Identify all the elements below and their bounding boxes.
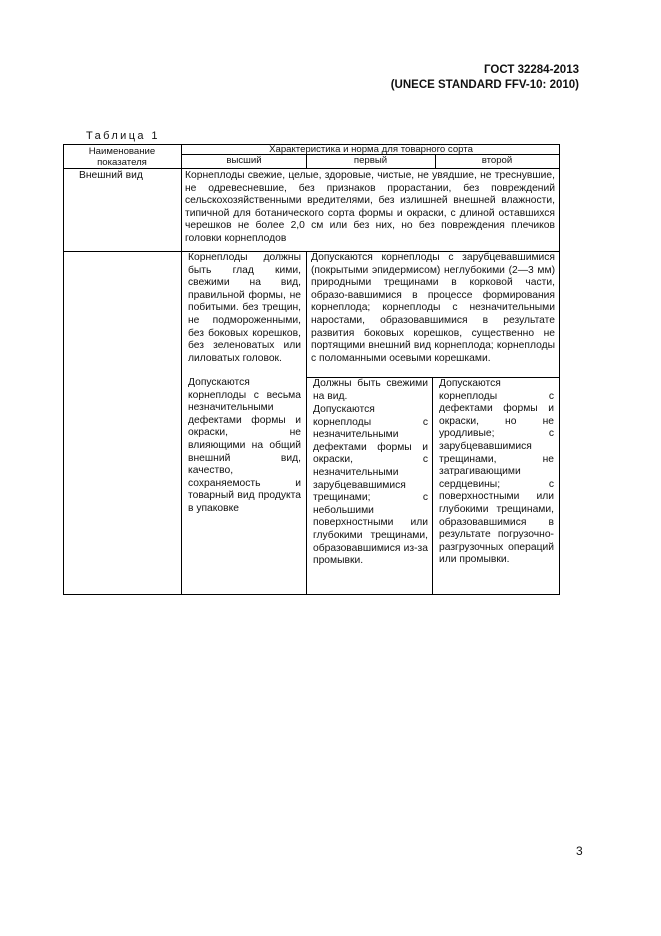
table-caption: Таблица 1 [86,130,160,142]
header-indicator-name: Наименование показателя [88,146,156,168]
first-second-grade-allowances: Допускаются корнеплоды с зарубцевавшимися (покрытыми эпидермисом) неглубокими (2—3 мм) природными трещинами в корковой части, образо-вавшимися в процессе формирования корнеплода; корнеплоды с незначительными наростами, образовавшимися в результате развития боковых корешков, существенно не портящими внешний вид корнеплода; корнеплоды с поломанными осевыми корешками. [311,252,555,364]
header-grade-second: второй [481,155,513,166]
indicator-appearance: Внешний вид [79,170,143,181]
first-grade-freshness: Должны быть свежими на вид. [313,378,428,402]
higher-grade-allowances: Допускаются корнеплоды с весьма незначительными дефектами формы и окраски, не влияющими на общий внешний вид, качество, сохраняемость и товарный вид продукта в упаковке [188,377,301,514]
standard-number: ГОСТ 32284-2013 [484,64,579,76]
header-grade-group: Характеристика и норма для товарного сорта [269,144,473,155]
col-divider-name [181,145,182,594]
characteristics-table [63,144,560,595]
row-divider-header [64,168,559,169]
header-grade-higher: высший [226,155,262,166]
document-header [391,63,579,93]
header-grade-first: первый [353,155,388,166]
col-divider-first-body [432,377,433,594]
page-number: 3 [576,844,583,858]
first-grade-allowances: Допускаются корнеплоды с незначительными дефектами формы и окраски, с незначительными зарубцевавшимися трещинами; с небольшими поверхностными или глубокими трещинами, образовавшимися из-за промывки. [313,404,428,567]
second-grade-allowances: Допускаются корнеплоды с дефектами формы и окраски, но не уродливые; с зарубцевавшимися трещинами, не затрагивающими сердцевины; с поверхностными или глубокими трещинами, образовавшимися в результате погрузочно-разгрузочных операций или промывки. [439,378,554,566]
higher-grade-requirements: Корнеплоды должны быть глад кими, свежими на вид, правильной формы, не побитыми. без трещин, не подмороженными, без боковых корешков, без зеленоватых или лиловатых головок. [188,252,301,364]
unece-standard: (UNECE STANDARD FFV-10: 2010) [390,79,579,91]
col-divider-higher-body [306,252,307,594]
common-requirements: Корнеплоды свежие, целые, здоровые, чистые, не увядшие, не треснувшие, не одревесневшие, без признаков прорастании, без повреждений сельскохозяйственными вредителями, без излишней внешней влажности, типичной для ботанического сорта формы и окраски, с длиной оставшихся черешков не более 2,0 см или без них, но без повреждения плечиков головки корнеплодов [185,170,555,244]
